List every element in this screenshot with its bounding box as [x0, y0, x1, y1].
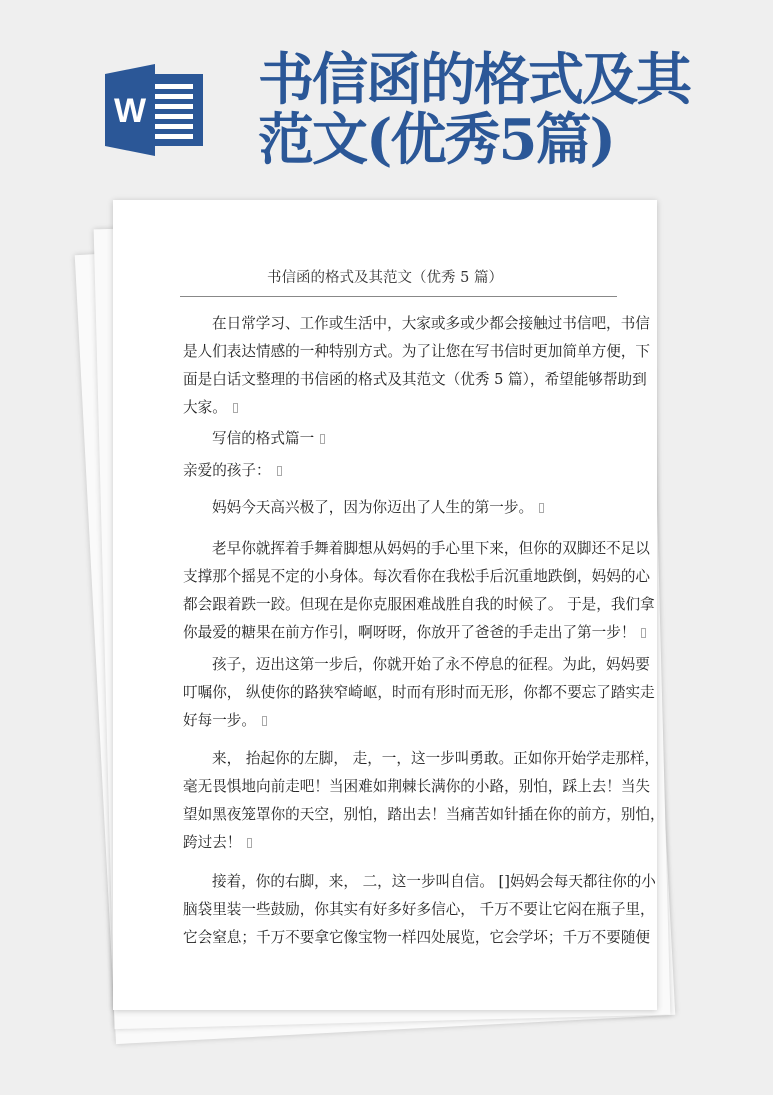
paragraph	[183, 868, 656, 952]
text-line	[183, 494, 619, 522]
text-line-content: 支撑那个摇晃不定的小身体。每次看你在我松手后沉重地跌倒，妈妈的心	[183, 568, 651, 585]
text-line-content: 来， 抬起你的左脚， 走，一，这一步叫勇敢。正如你开始学走那样，	[212, 750, 660, 767]
text-line-content: 妈妈今天高兴极了，因为你迈出了人生的第一步。	[212, 499, 534, 516]
svg-text:W: W	[113, 92, 147, 130]
paragraph	[183, 425, 619, 453]
paragraph-mark-icon	[277, 466, 282, 476]
text-line	[183, 651, 650, 679]
paragraph	[183, 494, 619, 522]
text-line-content: 你最爱的糖果在前方作引，啊呀呀，你放开了爸爸的手走出了第一步！	[183, 624, 636, 641]
paragraph	[183, 310, 651, 422]
paragraph-mark-icon	[233, 403, 238, 413]
paragraph	[183, 651, 655, 735]
text-line-content: 接着，你的右脚，来， 二，这一步叫自信。 []妈妈会每天都往你的小	[212, 873, 656, 890]
document-page	[113, 200, 665, 1010]
text-line	[183, 535, 650, 563]
document-body	[183, 310, 665, 952]
text-line-content: 跨过去！	[183, 834, 242, 851]
header-rule	[180, 296, 617, 297]
text-line	[183, 924, 651, 952]
text-line-content: 是人们表达情感的一种特别方式。为了让您在写书信时更加简单方便，下	[183, 343, 651, 360]
text-line-content: 好每一步。	[183, 712, 256, 729]
text-line	[183, 707, 619, 735]
text-line	[183, 563, 651, 591]
text-line	[183, 868, 656, 896]
text-line	[183, 619, 636, 647]
text-line	[183, 829, 619, 857]
text-line-content: 老早你就挥着手舞着脚想从妈妈的手心里下来，但你的双脚还不足以	[212, 540, 650, 557]
paragraph	[183, 457, 619, 485]
text-line-content: 叮嘱你， 纵使你的路狭窄崎岖，时而有形时而无形，你都不要忘了踏实走	[183, 684, 655, 701]
text-line	[183, 394, 619, 422]
text-line	[183, 457, 619, 485]
text-line-content: 毫无畏惧地向前走吧！当困难如荆棘长满你的小路，别怕，踩上去！当失	[183, 778, 651, 795]
text-line	[183, 773, 651, 801]
text-line-content: 孩子，迈出这第一步后，你就开始了永不停息的征程。为此，妈妈要	[212, 656, 650, 673]
text-line-content: 都会跟着跌一跤。但现在是你克服困难战胜自我的时候了。 于是，我们拿	[183, 596, 655, 613]
text-line	[183, 745, 660, 773]
paragraph-mark-icon	[247, 838, 252, 848]
title-line-2: 范文(优秀5篇)	[258, 107, 614, 173]
paragraph-mark-icon	[262, 716, 267, 726]
text-line-content: 它会窒息；千万不要拿它像宝物一样四处展览，它会学坏；千万不要随便	[183, 929, 651, 946]
title-line-1: 书信函的格式及其	[258, 47, 690, 113]
text-line-content: 亲爱的孩子：	[183, 462, 271, 479]
text-line	[183, 310, 650, 338]
page-title: 书信函的格式及其范文（优秀 5 篇）	[267, 270, 503, 286]
text-line	[183, 338, 651, 366]
word-icon	[105, 64, 205, 156]
paragraph	[183, 745, 665, 857]
text-line	[183, 679, 655, 707]
paragraph-mark-icon	[539, 503, 544, 513]
text-line-content: 写信的格式篇一	[212, 430, 315, 447]
text-line-content: 大家。	[183, 399, 227, 416]
text-line-content: 在日常学习、工作或生活中，大家或多或少都会接触过书信吧，书信	[212, 315, 650, 332]
text-line	[183, 591, 655, 619]
paragraph-mark-icon	[320, 434, 325, 444]
text-line	[183, 425, 619, 453]
document-title	[258, 47, 728, 173]
text-line-content: 望如黑夜笼罩你的天空，别怕，踏出去！当痛苦如针插在你的前方，别怕，	[183, 806, 665, 823]
text-line	[183, 896, 655, 924]
text-line-content: 面是白话文整理的书信函的格式及其范文（优秀 5 篇），希望能够帮助到	[183, 371, 647, 388]
text-line	[183, 801, 665, 829]
text-line	[183, 366, 647, 394]
paragraph	[183, 535, 655, 647]
text-line-content: 脑袋里装一些鼓励，你其实有好多好多信心， 千万不要让它闷在瓶子里，	[183, 901, 655, 918]
paragraph-mark-icon	[641, 628, 646, 638]
